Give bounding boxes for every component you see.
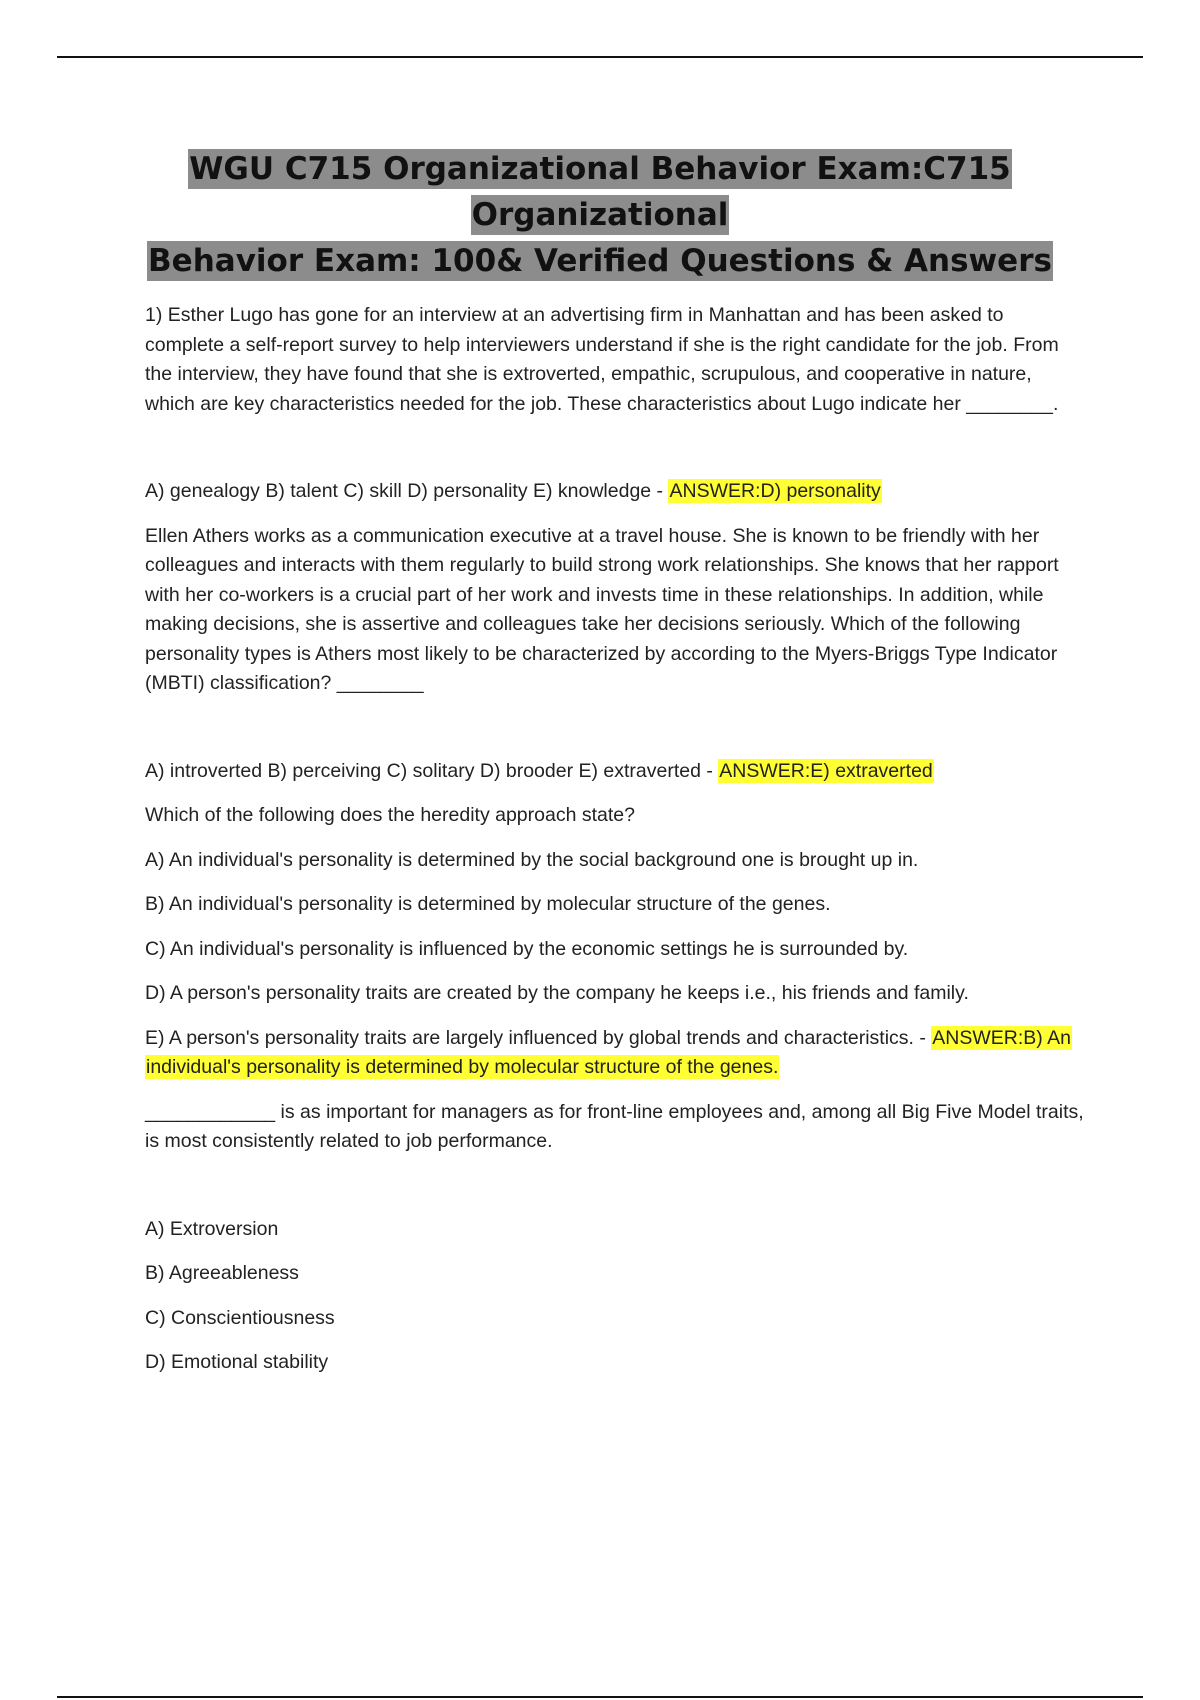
document-body bbox=[145, 301, 1085, 1378]
question-2-text: Ellen Athers works as a communication executive at a travel house. She is known to be friendly with her colleagues and interacts with them regularly to build strong work relationships. She knows that her rapport with her co-workers is a crucial part of her work and invests time in these relationships. In addition, while making decisions, she is assertive and colleagues take her decisions seriously. Which of the following personality types is Athers most likely to be characterized by according to the Myers-Briggs Type Indicator (MBTI) classification? ________ bbox=[145, 524, 1059, 694]
header-rule bbox=[57, 56, 1143, 58]
question-3-option-b: B) An individual's personality is determined by molecular structure of the genes. bbox=[145, 893, 831, 915]
question-3-answer: ANSWER:B) An individual's personality is determined by molecular structure of the genes. bbox=[146, 1026, 1071, 1078]
question-3-option-e-text: E) A person's personality traits are largely influenced by global trends and characteristics. - bbox=[145, 1026, 932, 1049]
question-3-option-a: A) An individual's personality is determined by the social background one is brought up in. bbox=[145, 848, 919, 871]
footer-rule bbox=[57, 1696, 1143, 1698]
title-line-1: WGU C715 Organizational Behavior Exam:C715 Organizational bbox=[189, 151, 1011, 233]
document-title bbox=[100, 146, 1100, 284]
question-1-options bbox=[145, 477, 1085, 507]
question-4-option-c: C) Conscientiousness bbox=[145, 1306, 335, 1329]
question-4-text: ____________ is as important for managers as for front-line employees and, among all Big Five Model traits, is most consistently related to job performance. bbox=[145, 1100, 1084, 1152]
question-3-text: Which of the following does the heredity approach state? bbox=[145, 804, 635, 826]
question-2-choices: A) introverted B) perceiving C) solitary D) brooder E) extraverted - bbox=[145, 759, 719, 782]
question-3-option-c: C) An individual's personality is influenced by the economic settings he is surrounded by. bbox=[145, 937, 909, 960]
question-2-options bbox=[145, 757, 1085, 787]
question-4-option-a: A) Extroversion bbox=[145, 1217, 279, 1240]
question-2-answer: ANSWER:E) extraverted bbox=[719, 759, 933, 782]
question-3-option-e bbox=[145, 1024, 1085, 1083]
question-1-choices: A) genealogy B) talent C) skill D) personality E) knowledge - bbox=[145, 480, 669, 502]
question-3-option-d: D) A person's personality traits are created by the company he keeps i.e., his friends and family. bbox=[145, 982, 969, 1004]
question-1-answer: ANSWER:D) personality bbox=[669, 480, 881, 502]
question-4-option-b: B) Agreeableness bbox=[145, 1262, 299, 1284]
question-4-option-d: D) Emotional stability bbox=[145, 1351, 329, 1373]
question-1-text: 1) Esther Lugo has gone for an interview at an advertising firm in Manhattan and has been asked to complete a self-report survey to help interviewers understand if she is the right candidate for the job. From the interview, they have found that she is extroverted, empathic, scrupulous, and cooperative in nature, which are key characteristics needed for the job. These characteristics about Lugo indicate her ________. bbox=[145, 304, 1059, 415]
title-line-2: Behavior Exam: 100& Verified Questions & Answers bbox=[148, 243, 1052, 279]
